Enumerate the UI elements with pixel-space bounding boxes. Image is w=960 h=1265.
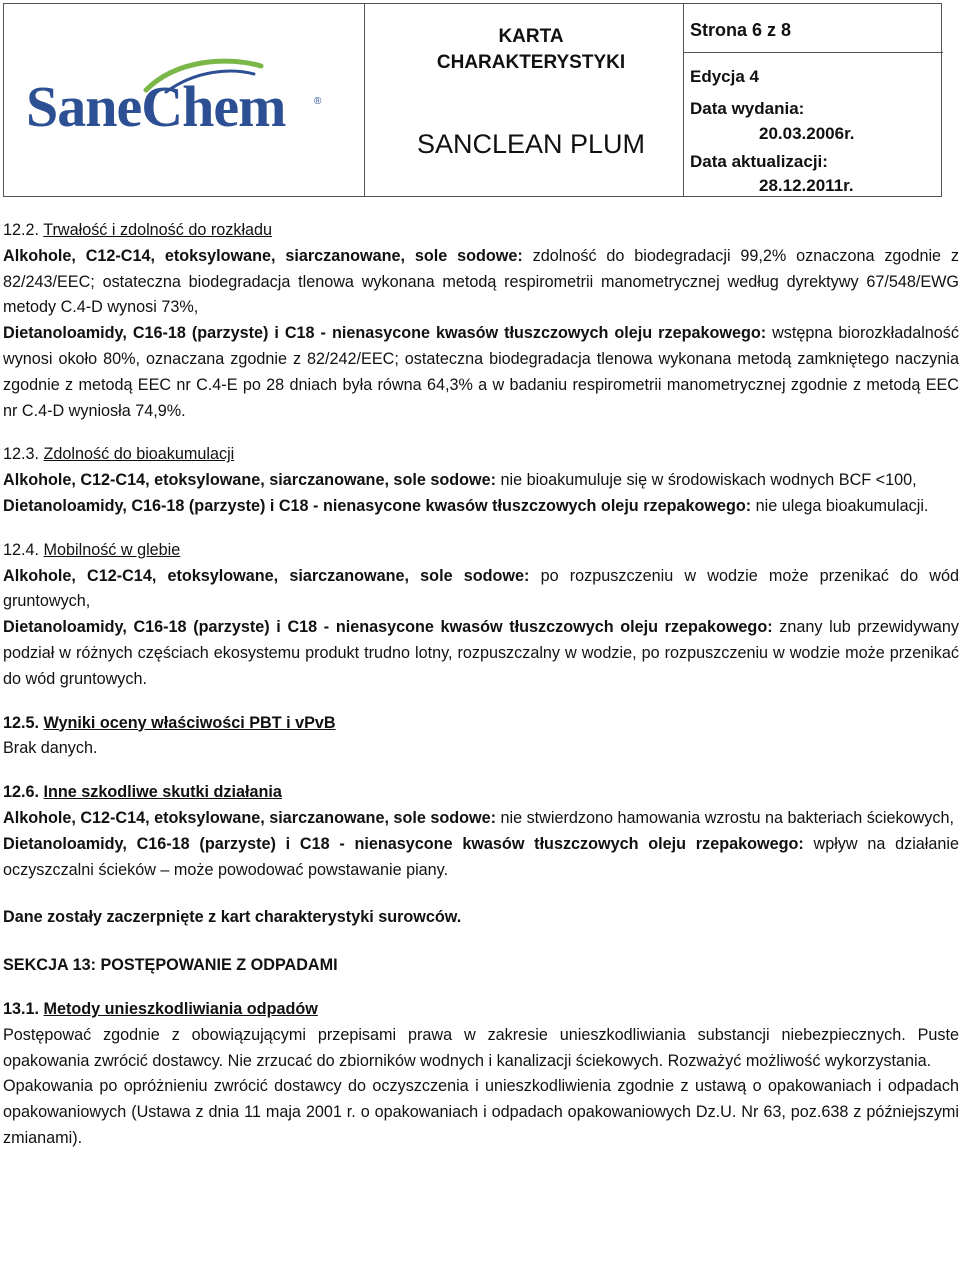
paragraph: Opakowania po opróżnieniu zwrócić dostawcy do oczyszczenia i unieszkodliwienia zgodnie z ustawą o opakowaniach i odpadach opakowaniowych (Ustawa z dnia 11 maja 2001 r. o opakowaniach i odpadach opakowaniowych Dz.U. Nr 63, poz.638 z późniejszymi zmianami). xyxy=(3,1077,959,1147)
issue-date: 20.03.2006r. xyxy=(759,124,855,143)
substance-name: Dietanoloamidy, C16-18 (parzyste) i C18 - nienasycone kwasów tłuszczowych oleju rzepakowego: xyxy=(3,496,752,515)
substance-text: zdolność do biodegradacji 99,2% oznaczona zgodnie z 82/243/EEC; ostateczna biodegradacja tlenowa wykonana metodą respirometrii manometrycznej według dyrektywy 67/548/EWG metody C.4-D wynosi 73%, xyxy=(3,246,959,317)
substance-name: Dietanoloamidy, C16-18 (parzyste) i C18 - nienasycone kwasów tłuszczowych oleju rzepakowego: xyxy=(3,834,804,853)
section-title: Zdolność do bioakumulacji xyxy=(43,445,235,464)
section-heading xyxy=(3,780,959,806)
sanechem-logo xyxy=(26,56,326,151)
paragraph xyxy=(3,468,959,494)
edition: Edycja 4 xyxy=(690,67,759,86)
document-header xyxy=(3,3,942,197)
document-type xyxy=(376,24,686,76)
section-title: Mobilność w glebie xyxy=(43,540,181,559)
registered-mark: ® xyxy=(314,96,322,107)
substance-text: wstępna biorozkładalność wynosi około 80%, oznaczana zgodnie z 82/242/EEC; ostateczna biodegradacja tlenowa wykonana metodą zamkniętego naczynia zgodnie z metodą EEC nr C.4-E po 28 dniach była równa 64,3% a w badaniu respirometrii manometrycznej zgodnie z metodą EEC nr C.4-D wyniosła 74,9%. xyxy=(3,324,959,420)
section-13-title: SEKCJA 13: POSTĘPOWANIE Z ODPADAMI xyxy=(3,956,338,975)
substance-name: Dietanoloamidy, C16-18 (parzyste) i C18 - nienasycone kwasów tłuszczowych oleju rzepakowego: xyxy=(3,618,773,637)
paragraph xyxy=(3,806,959,832)
product-name: SANCLEAN PLUM xyxy=(416,129,646,159)
section-title: Inne szkodliwe skutki działania xyxy=(43,783,282,802)
document-body xyxy=(3,218,959,1152)
section-number: 13.1. xyxy=(3,999,40,1018)
section-heading xyxy=(3,538,959,564)
section-title: Wyniki oceny właściwości PBT i vPvB xyxy=(43,713,336,732)
substance-text: nie bioakumuluje się w środowiskach wodnych BCF <100, xyxy=(495,471,917,490)
section-title: Trwałość i zdolność do rozkładu xyxy=(43,221,273,239)
paragraph xyxy=(3,244,959,321)
page-number: Strona 6 z 8 xyxy=(690,20,792,40)
logo-wordmark: SaneChem xyxy=(26,74,286,139)
substance-name: Dietanoloamidy, C16-18 (parzyste) i C18 - nienasycone kwasów tłuszczowych oleju rzepakowego: xyxy=(3,324,767,343)
substance-text: nie ulega bioakumulacji. xyxy=(751,496,929,515)
section-heading xyxy=(3,711,959,737)
paragraph xyxy=(3,832,959,884)
substance-name: Alkohole, C12-C14, etoksylowane, siarczanowane, sole sodowe: xyxy=(3,471,496,490)
section-number: 12.6. xyxy=(3,783,40,802)
doc-title-line: CHARAKTERYSTYKI xyxy=(436,52,626,73)
paragraph: Brak danych. xyxy=(3,739,98,758)
doc-title-line: KARTA xyxy=(498,26,564,47)
paragraph xyxy=(3,615,959,692)
substance-text: po rozpuszczeniu w wodzie może przenikać do wód gruntowych, xyxy=(3,566,959,611)
substance-text: znany lub przewidywany podział w różnych częściach ekosystemu produkt trudno lotny, rozpuszczalny w wodzie, po rozpuszczeniu w wodzie może przenikać do wód gruntowych. xyxy=(3,618,960,688)
paragraph: Postępować zgodnie z obowiązującymi przepisami prawa w zakresie unieszkodliwiania substancji niebezpiecznych. Puste opakowania zwrócić dostawcy. Nie zrzucać do zbiorników wodnych i kanalizacji ściekowych. Rozważyć możliwość wykorzystania. xyxy=(3,1025,959,1070)
substance-text: nie stwierdzono hamowania wzrostu na bakteriach ściekowych, xyxy=(495,808,954,827)
section-number: 12.3. xyxy=(3,445,40,464)
section-number: 12.4. xyxy=(3,540,40,559)
section-heading xyxy=(3,218,959,244)
header-divider xyxy=(683,52,943,53)
update-date: 28.12.2011r. xyxy=(759,176,854,195)
substance-name: Alkohole, C12-C14, etoksylowane, siarczanowane, sole sodowe: xyxy=(3,246,523,265)
paragraph xyxy=(3,494,959,520)
section-heading xyxy=(3,442,959,468)
section-number: 12.2. xyxy=(3,221,40,239)
update-date-label: Data aktualizacji: xyxy=(690,152,828,171)
section-title: Metody unieszkodliwiania odpadów xyxy=(43,999,318,1018)
paragraph xyxy=(3,564,959,616)
section-number: 12.5. xyxy=(3,713,40,732)
issue-date-label: Data wydania: xyxy=(690,99,805,118)
paragraph xyxy=(3,321,959,424)
source-note: Dane zostały zaczerpnięte z kart charakterystyki surowców. xyxy=(3,908,462,927)
substance-name: Alkohole, C12-C14, etoksylowane, siarczanowane, sole sodowe: xyxy=(3,566,530,585)
substance-text: wpływ na działanie oczyszczalni ścieków – może powodować powstawanie piany. xyxy=(3,834,959,879)
section-heading xyxy=(3,997,959,1023)
substance-name: Alkohole, C12-C14, etoksylowane, siarczanowane, sole sodowe: xyxy=(3,808,496,827)
header-divider xyxy=(364,4,365,196)
